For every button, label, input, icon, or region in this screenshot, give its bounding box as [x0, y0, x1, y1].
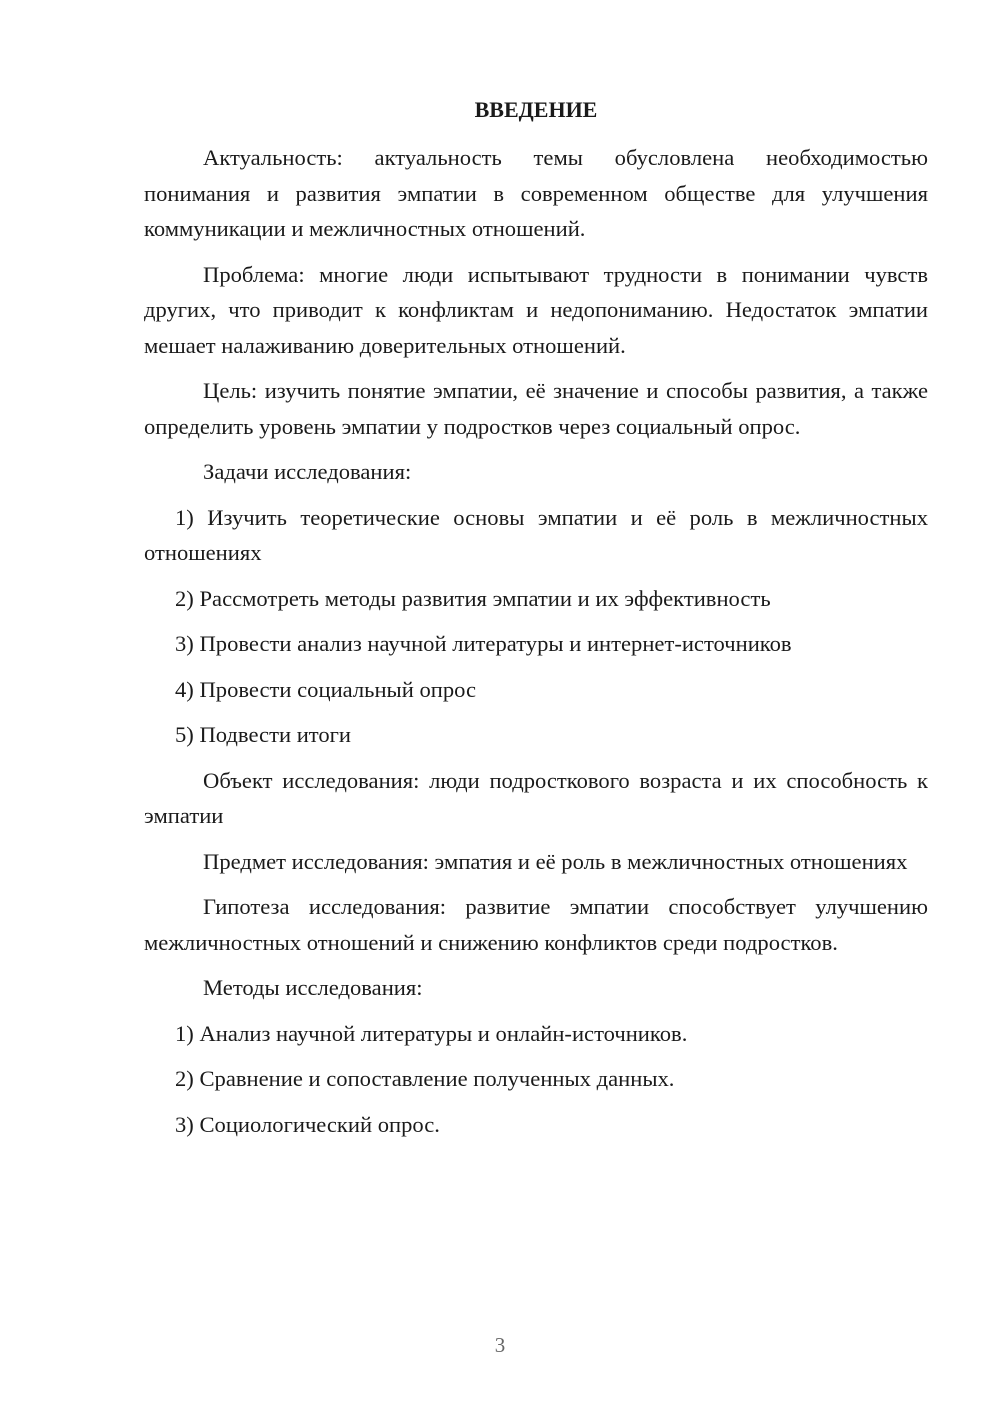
paragraph-object: Объект исследования: люди подросткового возраста и их способность к эмпатии	[144, 767, 928, 828]
paragraph-problem: Проблема: многие люди испытывают трудности в понимании чувств других, что приводит к конфликтам и недопониманию. Недостаток эмпатии мешает налаживанию доверительных отношений.	[144, 261, 928, 358]
task-item: 3) Провести анализ научной литературы и интернет-источников	[175, 631, 792, 656]
method-item: 1) Анализ научной литературы и онлайн-источников.	[175, 1020, 688, 1046]
task-item: 1) Изучить теоретические основы эмпатии и её роль в межличностных отношениях	[144, 504, 928, 565]
page-number: 3	[494, 1333, 506, 1357]
method-item: 2) Сравнение и сопоставление полученных данных.	[175, 1066, 675, 1091]
method-item: 3) Социологический опрос.	[175, 1111, 440, 1137]
task-item: 2) Рассмотреть методы развития эмпатии и их эффективность	[175, 585, 771, 611]
paragraph-relevance: Актуальность: актуальность темы обусловлена необходимостью понимания и развития эмпатии в современном обществе для улучшения коммуникации и межличностных отношений.	[144, 145, 928, 241]
task-item: 5) Подвести итоги	[175, 722, 352, 747]
tasks-title: Задачи исследования:	[203, 459, 412, 484]
methods-title: Методы исследования:	[203, 975, 423, 1000]
task-item: 4) Провести социальный опрос	[175, 676, 477, 702]
document-page	[144, 92, 928, 1152]
paragraph-hypothesis: Гипотеза исследования: развитие эмпатии способствует улучшению межличностных отношений и снижению конфликтов среди подростков.	[144, 894, 928, 955]
paragraph-subject: Предмет исследования: эмпатия и её роль в межличностных отношениях	[203, 848, 908, 874]
paragraph-goal: Цель: изучить понятие эмпатии, её значение и способы развития, а также определить уровень эмпатии у подростков через социальный опрос.	[144, 378, 928, 439]
section-heading: ВВЕДЕНИЕ	[474, 97, 598, 122]
